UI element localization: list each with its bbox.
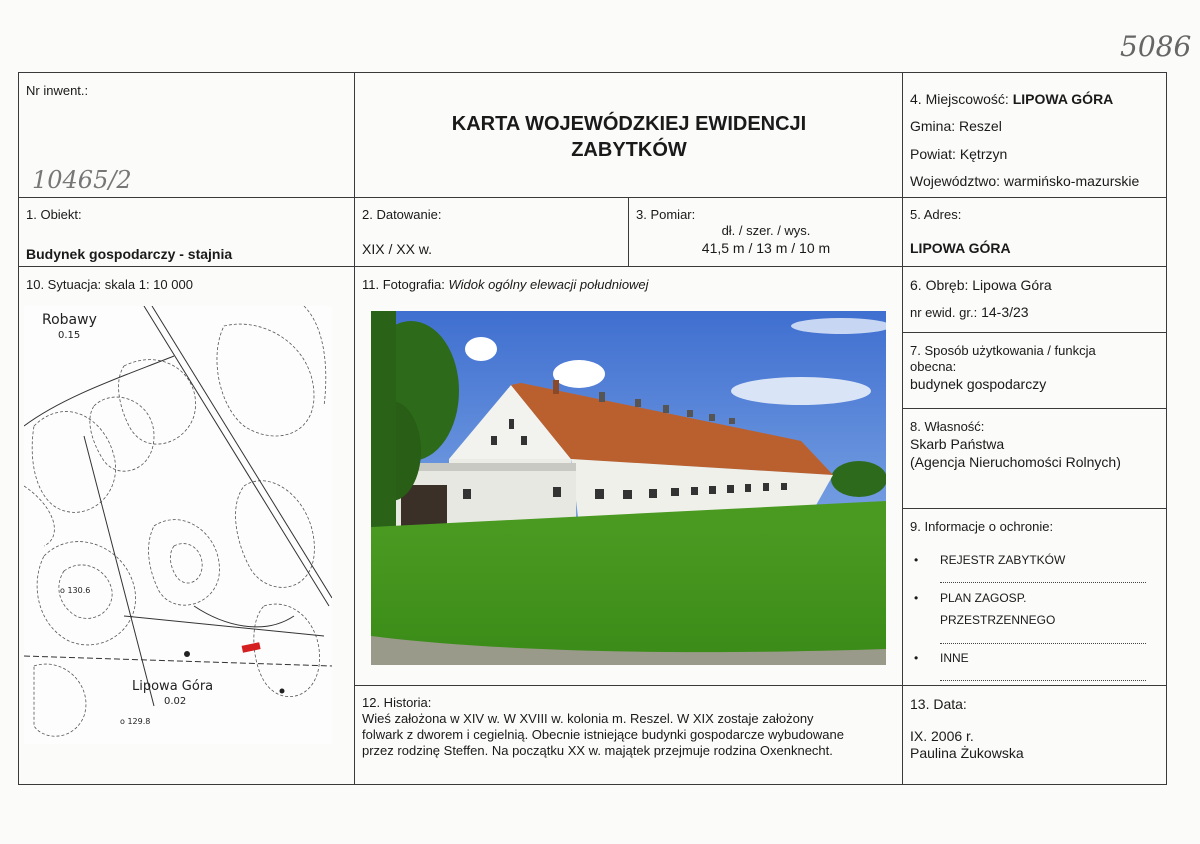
- building-photo: [371, 311, 886, 665]
- data-label: 13. Data:: [910, 696, 967, 712]
- bullet-3: •: [914, 651, 919, 665]
- nr-ewid: [910, 304, 1029, 321]
- wojewodztwo: [910, 173, 1139, 189]
- historia-line-2: folwark z dworem i cegielnią. Obecnie istniejące budynki gospodarcze wybudowane: [362, 727, 844, 742]
- stable-photo-illustration: [371, 311, 886, 665]
- powiat: [910, 146, 1007, 162]
- sposob-label-2: obecna:: [910, 359, 957, 374]
- topographic-map: [24, 306, 332, 744]
- gmina: [910, 118, 1002, 134]
- wojewodztwo-value: warmińsko-mazurskie: [1003, 173, 1140, 189]
- historia-label: 12. Historia:: [362, 695, 432, 710]
- miejscowosc: [910, 91, 1113, 107]
- adres-value: LIPOWA GÓRA: [910, 240, 1011, 256]
- wlasnosc-value-2: (Agencja Nieruchomości Rolnych): [910, 454, 1121, 470]
- obreb: [910, 277, 1052, 293]
- powiat-value: Kętrzyn: [959, 146, 1008, 162]
- data-author: Paulina Żukowska: [910, 745, 1024, 761]
- sposob-value: budynek gospodarczy: [910, 376, 1047, 392]
- fotografia-label: 11. Fotografia:: [362, 277, 445, 292]
- map-spot-height-1: o 130.6: [60, 586, 91, 595]
- historia-line-3: przez rodzinę Steffen. Na początku XX w. majątek przejmuje rodzina Oxenknecht.: [362, 743, 833, 758]
- situation-map: [24, 306, 332, 744]
- pomiar-units: dł. / szer. / wys.: [721, 223, 811, 238]
- map-label-robawy: Robawy: [42, 312, 97, 328]
- pomiar-label: 3. Pomiar:: [636, 207, 696, 222]
- dotted-line-2: [940, 643, 1146, 644]
- fotografia-caption: Widok ogólny elewacji południowej: [448, 277, 649, 292]
- fotografia: [362, 277, 649, 293]
- nr-ewid-label: nr ewid. gr.:: [910, 305, 978, 320]
- ochrona-item-plan-2: PRZESTRZENNEGO: [940, 613, 1056, 627]
- nr-ewid-value: 14-3/23: [981, 304, 1029, 320]
- dotted-line-1: [940, 582, 1146, 583]
- obreb-value: Lipowa Góra: [972, 277, 1052, 293]
- map-spot-height-2: o 129.8: [120, 717, 151, 726]
- card-title-line2: ZABYTKÓW: [571, 139, 687, 161]
- archive-number: 5086: [1120, 30, 1192, 63]
- map-label-lipowa: Lipowa Góra: [132, 679, 214, 694]
- historia-line-1: Wieś założona w XIV w. W XVIII w. kolonia m. Reszel. W XIX zostaje założony: [362, 711, 814, 726]
- wlasnosc-value-1: Skarb Państwa: [910, 436, 1005, 452]
- ochrona-label: 9. Informacje o ochronie:: [910, 519, 1054, 534]
- data-date: IX. 2006 r.: [910, 728, 974, 744]
- card-title: [356, 111, 902, 163]
- obreb-label: 6. Obręb:: [910, 277, 969, 293]
- pomiar-value: 41,5 m / 13 m / 10 m: [701, 240, 831, 256]
- sposob-label-1: 7. Sposób użytkowania / funkcja: [910, 343, 1096, 358]
- ochrona-item-plan: PLAN ZAGOSP.: [940, 591, 1027, 605]
- card-title-line1: KARTA WOJEWÓDZKIEJ EWIDENCJI: [451, 113, 807, 135]
- miejscowosc-value: LIPOWA GÓRA: [1012, 91, 1114, 107]
- gmina-value: Reszel: [959, 118, 1002, 134]
- ochrona-item-rejestr: REJESTR ZABYTKÓW: [940, 553, 1066, 567]
- obiekt-label: 1. Obiekt:: [26, 207, 82, 222]
- bullet-2: •: [914, 591, 919, 605]
- sytuacja-label: 10. Sytuacja: skala 1: 10 000: [26, 277, 193, 292]
- map-label-robawy-num: 0.15: [58, 330, 81, 341]
- inventory-number: 10465/2: [32, 166, 132, 194]
- datowanie-value: XIX / XX w.: [362, 241, 433, 257]
- miejscowosc-label: 4. Miejscowość:: [910, 91, 1009, 107]
- wojewodztwo-label: Województwo:: [910, 173, 1001, 189]
- datowanie-label: 2. Datowanie:: [362, 207, 442, 222]
- inventory-label: Nr inwent.:: [26, 83, 89, 98]
- bullet-1: •: [914, 553, 919, 567]
- ochrona-item-inne: INNE: [940, 651, 969, 665]
- map-label-lipowa-num: 0.02: [164, 696, 187, 707]
- adres-label: 5. Adres:: [910, 207, 962, 222]
- powiat-label: Powiat:: [910, 146, 956, 162]
- obiekt-value: Budynek gospodarczy - stajnia: [26, 246, 233, 262]
- wlasnosc-label: 8. Własność:: [910, 419, 985, 434]
- gmina-label: Gmina:: [910, 118, 956, 134]
- dotted-line-3: [940, 680, 1146, 681]
